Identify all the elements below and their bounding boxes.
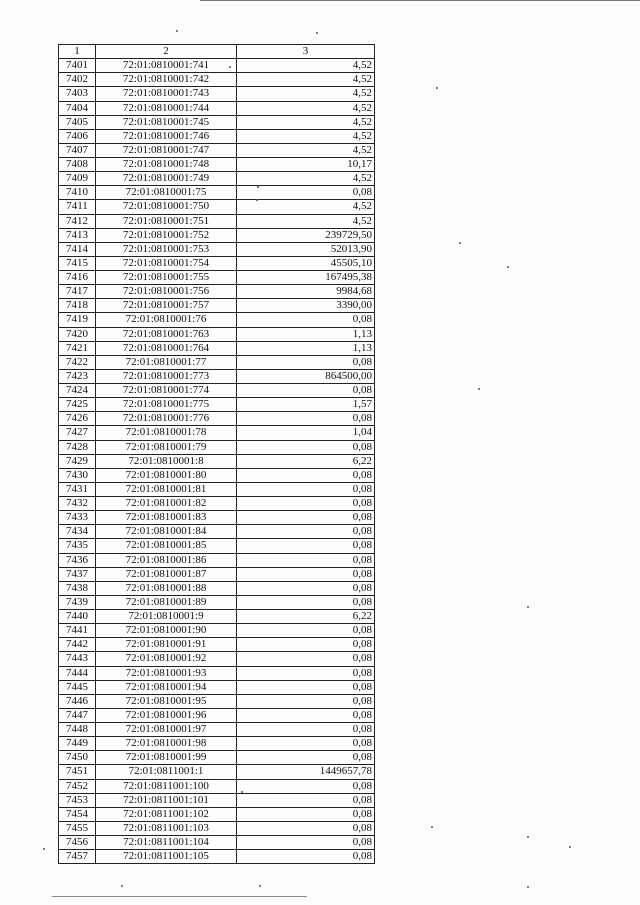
cadastral-value: 0,08 [237, 793, 375, 807]
cadastral-value-table [58, 44, 375, 864]
cadastral-value: 0,08 [237, 807, 375, 821]
row-number: 7422 [59, 355, 96, 369]
cadastral-number: 72:01:0810001:82 [96, 497, 237, 511]
row-number: 7440 [59, 610, 96, 624]
table-row [59, 186, 375, 200]
row-number: 7427 [59, 426, 96, 440]
cadastral-value: 0,08 [237, 836, 375, 850]
table-row [59, 398, 375, 412]
cadastral-number: 72:01:0810001:98 [96, 737, 237, 751]
table-row [59, 553, 375, 567]
cadastral-number: 72:01:0811001:101 [96, 793, 237, 807]
table-row [59, 214, 375, 228]
row-number: 7423 [59, 369, 96, 383]
cadastral-value: 0,08 [237, 355, 375, 369]
cadastral-number: 72:01:0810001:8 [96, 454, 237, 468]
cadastral-value: 4,52 [237, 214, 375, 228]
cadastral-number: 72:01:0810001:86 [96, 553, 237, 567]
cadastral-value: 1449657,78 [237, 765, 375, 779]
table-row [59, 299, 375, 313]
cadastral-number: 72:01:0810001:774 [96, 384, 237, 398]
cadastral-value: 0,08 [237, 723, 375, 737]
cadastral-number: 72:01:0810001:754 [96, 256, 237, 270]
cadastral-number: 72:01:0810001:763 [96, 327, 237, 341]
row-number: 7444 [59, 666, 96, 680]
row-number: 7406 [59, 129, 96, 143]
row-number: 7411 [59, 200, 96, 214]
scan-speck [527, 886, 529, 888]
row-number: 7421 [59, 341, 96, 355]
cadastral-value: 0,08 [237, 497, 375, 511]
scan-speck [241, 791, 243, 793]
row-number: 7425 [59, 398, 96, 412]
table-row [59, 511, 375, 525]
row-number: 7430 [59, 468, 96, 482]
cadastral-number: 72:01:0810001:95 [96, 694, 237, 708]
cadastral-number: 72:01:0810001:79 [96, 440, 237, 454]
cadastral-number: 72:01:0810001:97 [96, 723, 237, 737]
cadastral-value: 0,08 [237, 821, 375, 835]
cadastral-value: 4,52 [237, 115, 375, 129]
row-number: 7403 [59, 87, 96, 101]
row-number: 7419 [59, 313, 96, 327]
row-number: 7455 [59, 821, 96, 835]
row-number: 7414 [59, 242, 96, 256]
table-row [59, 468, 375, 482]
cadastral-number: 72:01:0810001:743 [96, 87, 237, 101]
scan-speck [436, 87, 438, 89]
cadastral-value: 4,52 [237, 143, 375, 157]
cadastral-number: 72:01:0810001:745 [96, 115, 237, 129]
row-number: 7429 [59, 454, 96, 468]
bottom-rule [52, 896, 307, 897]
cadastral-value: 0,08 [237, 737, 375, 751]
cadastral-value: 0,08 [237, 779, 375, 793]
cadastral-number: 72:01:0810001:748 [96, 158, 237, 172]
cadastral-number: 72:01:0810001:90 [96, 624, 237, 638]
cadastral-value: 0,08 [237, 482, 375, 496]
header-col-2: 2 [96, 45, 237, 59]
table-row [59, 765, 375, 779]
scan-speck [527, 606, 529, 608]
cadastral-number: 72:01:0811001:1 [96, 765, 237, 779]
table-row [59, 313, 375, 327]
cadastral-number: 72:01:0810001:747 [96, 143, 237, 157]
scan-speck [507, 266, 509, 268]
cadastral-value: 0,08 [237, 567, 375, 581]
cadastral-number: 72:01:0810001:81 [96, 482, 237, 496]
row-number: 7439 [59, 595, 96, 609]
cadastral-value: 4,52 [237, 129, 375, 143]
cadastral-number: 72:01:0811001:102 [96, 807, 237, 821]
cadastral-value: 0,08 [237, 412, 375, 426]
table-row [59, 129, 375, 143]
cadastral-value: 0,08 [237, 638, 375, 652]
scan-speck [459, 242, 461, 244]
table-row [59, 751, 375, 765]
cadastral-number: 72:01:0810001:78 [96, 426, 237, 440]
cadastral-value: 4,52 [237, 172, 375, 186]
table-row [59, 652, 375, 666]
cadastral-number: 72:01:0810001:775 [96, 398, 237, 412]
row-number: 7438 [59, 581, 96, 595]
table-row [59, 440, 375, 454]
cadastral-value: 0,08 [237, 553, 375, 567]
cadastral-number: 72:01:0811001:103 [96, 821, 237, 835]
header-row [59, 45, 375, 59]
cadastral-number: 72:01:0810001:773 [96, 369, 237, 383]
cadastral-value: 4,52 [237, 101, 375, 115]
table-row [59, 59, 375, 73]
cadastral-value: 864500,00 [237, 369, 375, 383]
row-number: 7432 [59, 497, 96, 511]
table-row [59, 807, 375, 821]
table-row [59, 285, 375, 299]
table-row [59, 624, 375, 638]
cadastral-number: 72:01:0810001:93 [96, 666, 237, 680]
cadastral-number: 72:01:0810001:756 [96, 285, 237, 299]
table-row [59, 327, 375, 341]
cadastral-value: 0,08 [237, 850, 375, 864]
cadastral-value: 0,08 [237, 186, 375, 200]
cadastral-value: 0,08 [237, 694, 375, 708]
cadastral-number: 72:01:0810001:89 [96, 595, 237, 609]
row-number: 7401 [59, 59, 96, 73]
cadastral-value: 167495,38 [237, 271, 375, 285]
row-number: 7402 [59, 73, 96, 87]
row-number: 7407 [59, 143, 96, 157]
row-number: 7420 [59, 327, 96, 341]
header-col-1: 1 [59, 45, 96, 59]
table-row [59, 271, 375, 285]
table-row [59, 723, 375, 737]
cadastral-number: 72:01:0810001:92 [96, 652, 237, 666]
cadastral-value: 0,08 [237, 581, 375, 595]
table-row [59, 73, 375, 87]
table-row [59, 779, 375, 793]
cadastral-number: 72:01:0811001:104 [96, 836, 237, 850]
table-row [59, 850, 375, 864]
table-row [59, 497, 375, 511]
cadastral-number: 72:01:0810001:752 [96, 228, 237, 242]
table-row [59, 158, 375, 172]
row-number: 7416 [59, 271, 96, 285]
scan-speck [43, 848, 45, 850]
row-number: 7441 [59, 624, 96, 638]
scan-speck [257, 186, 259, 188]
cadastral-number: 72:01:0810001:83 [96, 511, 237, 525]
row-number: 7449 [59, 737, 96, 751]
row-number: 7446 [59, 694, 96, 708]
row-number: 7450 [59, 751, 96, 765]
cadastral-number: 72:01:0810001:749 [96, 172, 237, 186]
table-row [59, 87, 375, 101]
table-body [59, 59, 375, 864]
table-row [59, 581, 375, 595]
cadastral-number: 72:01:0810001:80 [96, 468, 237, 482]
cadastral-number: 72:01:0810001:741 [96, 59, 237, 73]
row-number: 7431 [59, 482, 96, 496]
row-number: 7424 [59, 384, 96, 398]
cadastral-number: 72:01:0810001:96 [96, 708, 237, 722]
cadastral-value: 0,08 [237, 624, 375, 638]
table-row [59, 242, 375, 256]
cadastral-number: 72:01:0810001:750 [96, 200, 237, 214]
row-number: 7434 [59, 525, 96, 539]
table-row [59, 101, 375, 115]
scan-speck [527, 836, 529, 838]
scan-speck [256, 199, 258, 201]
cadastral-number: 72:01:0810001:757 [96, 299, 237, 313]
cadastral-value: 10,17 [237, 158, 375, 172]
cadastral-number: 72:01:0810001:9 [96, 610, 237, 624]
cadastral-value: 0,08 [237, 539, 375, 553]
table-row [59, 384, 375, 398]
row-number: 7443 [59, 652, 96, 666]
cadastral-value: 1,04 [237, 426, 375, 440]
cadastral-value: 0,08 [237, 680, 375, 694]
table-row [59, 793, 375, 807]
row-number: 7412 [59, 214, 96, 228]
cadastral-number: 72:01:0810001:753 [96, 242, 237, 256]
scan-speck [478, 388, 480, 390]
cadastral-number: 72:01:0810001:88 [96, 581, 237, 595]
table-row [59, 539, 375, 553]
table-row [59, 454, 375, 468]
cadastral-number: 72:01:0810001:776 [96, 412, 237, 426]
cadastral-number: 72:01:0810001:94 [96, 680, 237, 694]
table-row [59, 482, 375, 496]
cadastral-value: 0,08 [237, 751, 375, 765]
table-row [59, 737, 375, 751]
scan-speck [431, 826, 433, 828]
cadastral-number: 72:01:0810001:76 [96, 313, 237, 327]
cadastral-value: 1,13 [237, 341, 375, 355]
cadastral-value: 52013,90 [237, 242, 375, 256]
cadastral-number: 72:01:0810001:751 [96, 214, 237, 228]
row-number: 7454 [59, 807, 96, 821]
row-number: 7436 [59, 553, 96, 567]
cadastral-value: 1,57 [237, 398, 375, 412]
table-row [59, 610, 375, 624]
row-number: 7451 [59, 765, 96, 779]
table-row [59, 172, 375, 186]
table-row [59, 200, 375, 214]
row-number: 7433 [59, 511, 96, 525]
table-row [59, 426, 375, 440]
cadastral-value: 0,08 [237, 384, 375, 398]
scan-speck [121, 885, 123, 887]
cadastral-number: 72:01:0810001:77 [96, 355, 237, 369]
scan-speck [229, 66, 231, 68]
cadastral-number: 72:01:0810001:742 [96, 73, 237, 87]
cadastral-value: 0,08 [237, 595, 375, 609]
scan-speck [176, 30, 178, 32]
table-row [59, 595, 375, 609]
table-row [59, 525, 375, 539]
table-row [59, 369, 375, 383]
table-row [59, 143, 375, 157]
table-row [59, 412, 375, 426]
cadastral-value: 239729,50 [237, 228, 375, 242]
row-number: 7408 [59, 158, 96, 172]
scan-speck [259, 885, 261, 887]
table-row [59, 680, 375, 694]
row-number: 7447 [59, 708, 96, 722]
cadastral-value: 0,08 [237, 652, 375, 666]
row-number: 7410 [59, 186, 96, 200]
cadastral-value: 0,08 [237, 313, 375, 327]
row-number: 7428 [59, 440, 96, 454]
cadastral-value: 4,52 [237, 73, 375, 87]
table-row [59, 821, 375, 835]
cadastral-value: 45505,10 [237, 256, 375, 270]
row-number: 7453 [59, 793, 96, 807]
row-number: 7417 [59, 285, 96, 299]
cadastral-number: 72:01:0811001:105 [96, 850, 237, 864]
cadastral-value: 6,22 [237, 610, 375, 624]
table-row [59, 228, 375, 242]
table-row [59, 567, 375, 581]
scan-speck [316, 32, 318, 34]
cadastral-number: 72:01:0810001:755 [96, 271, 237, 285]
cadastral-value: 4,52 [237, 200, 375, 214]
row-number: 7405 [59, 115, 96, 129]
table-row [59, 836, 375, 850]
cadastral-value: 9984,68 [237, 285, 375, 299]
table-row [59, 638, 375, 652]
cadastral-number: 72:01:0811001:100 [96, 779, 237, 793]
cadastral-number: 72:01:0810001:91 [96, 638, 237, 652]
table-row [59, 115, 375, 129]
row-number: 7435 [59, 539, 96, 553]
cadastral-number: 72:01:0810001:746 [96, 129, 237, 143]
row-number: 7426 [59, 412, 96, 426]
cadastral-value: 1,13 [237, 327, 375, 341]
cadastral-value: 0,08 [237, 708, 375, 722]
row-number: 7404 [59, 101, 96, 115]
row-number: 7413 [59, 228, 96, 242]
row-number: 7442 [59, 638, 96, 652]
table-row [59, 341, 375, 355]
cadastral-number: 72:01:0810001:84 [96, 525, 237, 539]
cadastral-number: 72:01:0810001:87 [96, 567, 237, 581]
cadastral-value: 0,08 [237, 511, 375, 525]
cadastral-value: 0,08 [237, 525, 375, 539]
row-number: 7437 [59, 567, 96, 581]
cadastral-value: 6,22 [237, 454, 375, 468]
row-number: 7456 [59, 836, 96, 850]
row-number: 7415 [59, 256, 96, 270]
table-row [59, 708, 375, 722]
cadastral-value: 3390,00 [237, 299, 375, 313]
header-col-3: 3 [237, 45, 375, 59]
cadastral-value: 0,08 [237, 468, 375, 482]
cadastral-value: 0,08 [237, 440, 375, 454]
row-number: 7445 [59, 680, 96, 694]
cadastral-number: 72:01:0810001:764 [96, 341, 237, 355]
table-row [59, 355, 375, 369]
cadastral-number: 72:01:0810001:85 [96, 539, 237, 553]
row-number: 7409 [59, 172, 96, 186]
cadastral-value: 4,52 [237, 59, 375, 73]
cadastral-value: 4,52 [237, 87, 375, 101]
top-rule [200, 0, 640, 1]
cadastral-number: 72:01:0810001:75 [96, 186, 237, 200]
row-number: 7457 [59, 850, 96, 864]
cadastral-number: 72:01:0810001:744 [96, 101, 237, 115]
row-number: 7452 [59, 779, 96, 793]
table-row [59, 256, 375, 270]
row-number: 7448 [59, 723, 96, 737]
cadastral-number: 72:01:0810001:99 [96, 751, 237, 765]
scan-speck [569, 846, 571, 848]
table-row [59, 666, 375, 680]
table-row [59, 694, 375, 708]
cadastral-value: 0,08 [237, 666, 375, 680]
row-number: 7418 [59, 299, 96, 313]
